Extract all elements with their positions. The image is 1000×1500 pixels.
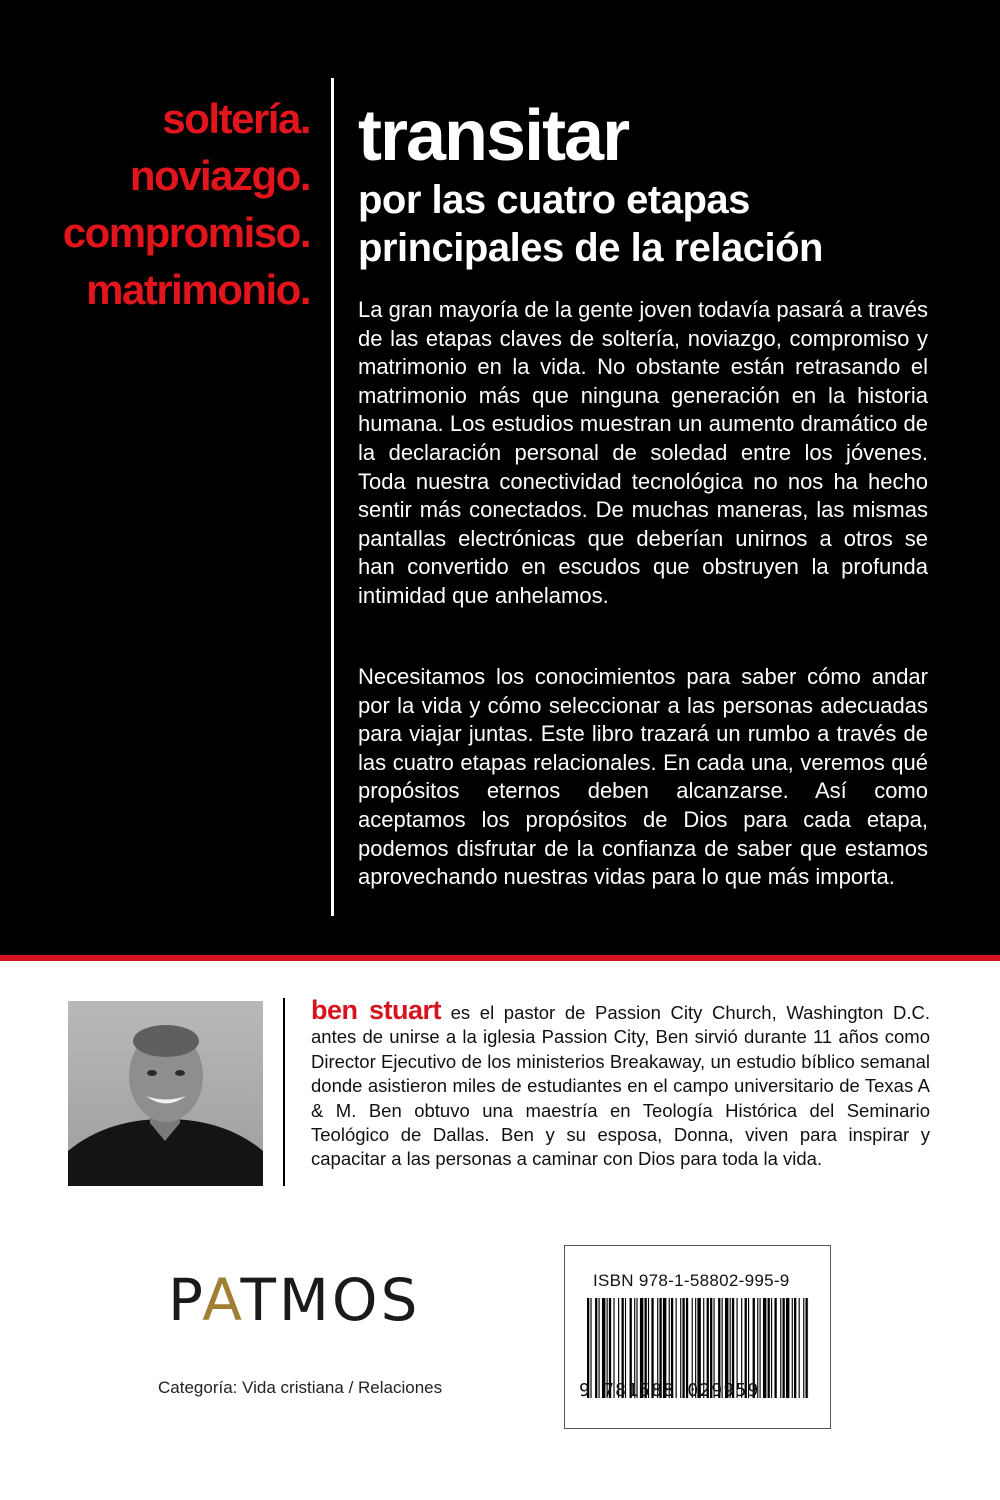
publisher-logo: PATMOS — [168, 1266, 421, 1334]
barcode-digits: 9 781588 029959 — [579, 1380, 760, 1401]
barcode-box — [564, 1245, 831, 1429]
book-subtitle: por las cuatro etapas principales de la relación — [358, 178, 823, 270]
description-paragraph-1: La gran mayoría de la gente joven todavía pasará a través de las etapas claves de soltería, noviazgo, compromiso y matrimonio en la vida. No obstante están retrasando el matrimonio más que ninguna generación en la historia humana. Los estudios muestran un aumento dramático de la declaración personal de soledad entre los jóvenes. Toda nuestra conectividad tecnológica no nos ha hecho sentir más conectados. De muchas maneras, las mismas pantallas electrónicas que deberían unirnos a otros se han convertido en escudos que obstruyen la profunda intimidad que anhelamos. — [358, 297, 928, 608]
stage-singleness: soltería. — [162, 95, 310, 142]
author-bio-text: es el pastor de Passion City Church, Washington D.C. antes de unirse a la iglesia Passion City, Ben sirvió durante 11 años como Director Ejecutivo de los ministerios Breakaway, un estudio bíblico semanal donde asistieron miles de estudiantes en el campo universitario de Texas A & M. Ben obtuvo una maestría en Teología Histórica del Seminario Teológico de Dallas. Ben y su esposa, Donna, viven para inspirar y capacitar a las personas a caminar con Dios para toda la vida. — [311, 1002, 930, 1170]
vertical-divider — [331, 78, 334, 916]
stage-dating: noviazgo. — [129, 152, 310, 199]
stages-list — [20, 90, 310, 318]
barcode-bar — [794, 1298, 796, 1398]
stage-engagement: compromiso. — [62, 209, 310, 256]
barcode-bar — [774, 1298, 776, 1398]
description-paragraph-2: Necesitamos los conocimientos para saber cómo andar por la vida y cómo seleccionar a las personas adecuadas para viajar juntas. Este libro trazará un rumbo a través de las cuatro etapas relacionales. En cada una, veremos qué propósitos eternos deben alcanzarse. Así como aceptamos los propósitos de Dios para cada etapa, podemos disfrutar de la confianza de saber que estamos aprovechando nuestras vidas para lo que más importa. — [358, 664, 928, 890]
category-label: Categoría: Vida cristiana / Relaciones — [158, 1378, 443, 1397]
author-photo — [68, 1001, 263, 1186]
barcode-bar — [783, 1298, 785, 1398]
barcode-bar — [768, 1298, 770, 1398]
author-divider — [283, 998, 285, 1186]
barcode-bar — [780, 1298, 781, 1398]
barcode-bar — [760, 1298, 761, 1398]
barcode-bar — [763, 1298, 766, 1398]
author-bio — [311, 995, 930, 1172]
isbn-text: ISBN 978-1-58802-995-9 — [593, 1271, 790, 1290]
barcode-bar — [786, 1298, 789, 1398]
barcode-bar — [803, 1298, 804, 1398]
barcode-bar — [771, 1298, 772, 1398]
barcode-bar — [792, 1298, 793, 1398]
barcode-bar — [806, 1298, 808, 1398]
red-divider-line — [0, 955, 1000, 961]
author-name: ben stuart — [311, 995, 441, 1025]
barcode-bar — [799, 1298, 800, 1398]
stage-marriage: matrimonio. — [86, 266, 310, 313]
book-title: transitar — [358, 96, 629, 176]
